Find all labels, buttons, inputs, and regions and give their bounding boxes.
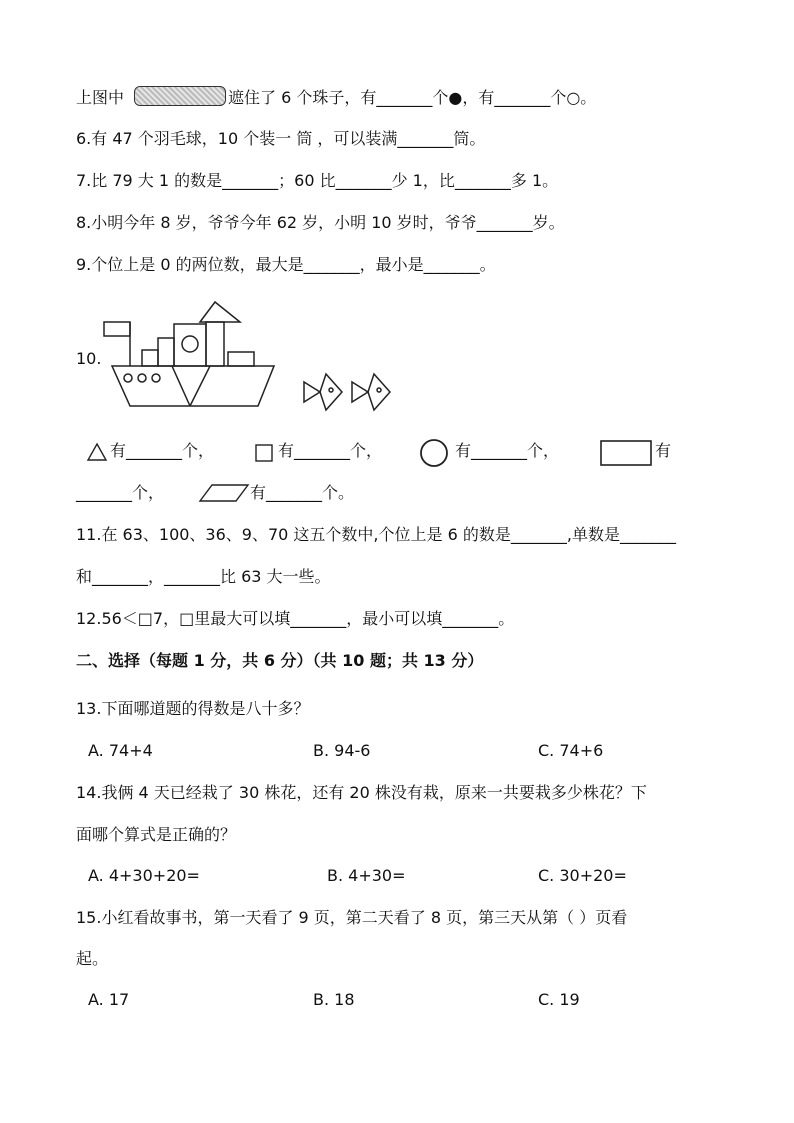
q10-circle-text: 有_______个， bbox=[455, 441, 560, 460]
q13-option-c: C. 74+6 bbox=[538, 741, 604, 760]
q13-stem: 13.下面哪道题的得数是八十多？ bbox=[76, 699, 310, 718]
q9-line: 9.个位上是 0 的两位数，最大是_______，最小是_______。 bbox=[76, 255, 496, 274]
rectangle-icon bbox=[599, 439, 653, 467]
q15-option-c: C. 19 bbox=[538, 990, 580, 1009]
fish-figure-1 bbox=[300, 372, 346, 414]
q15-stem-2: 起。 bbox=[76, 949, 109, 968]
parallelogram-icon bbox=[198, 482, 250, 504]
q8-line: 8.小明今年 8 岁，爷爷今年 62 岁，小明 10 岁时，爷爷_______岁。 bbox=[76, 213, 565, 232]
circle-icon bbox=[418, 437, 450, 469]
q14-option-b: B. 4+30= bbox=[327, 866, 406, 885]
q14-option-a: A. 4+30+20= bbox=[88, 866, 200, 885]
q11-line2: 和_______，_______比 63 大一些。 bbox=[76, 567, 331, 586]
q12-line: 12.56＜□7，□里最大可以填_______，最小可以填_______。 bbox=[76, 609, 515, 628]
q11-line1: 11.在 63、100、36、9、70 这五个数中,个位上是 6 的数是_______,单数是_______ bbox=[76, 525, 676, 544]
q10-parallelogram-text: 有_______个。 bbox=[250, 483, 355, 502]
square-icon bbox=[254, 443, 274, 463]
q7-line: 7.比 79 大 1 的数是_______；60 比_______少 1，比_______多 1。 bbox=[76, 171, 559, 190]
bead-cover-image bbox=[134, 86, 226, 106]
q10-rectangle-text: 有 bbox=[655, 441, 672, 460]
q5-prefix: 上图中 bbox=[76, 88, 125, 107]
section-2-header: 二、选择（每题 1 分，共 6 分）（共 10 题；共 13 分） bbox=[76, 651, 484, 670]
q14-option-c: C. 30+20= bbox=[538, 866, 627, 885]
triangle-icon bbox=[86, 442, 108, 462]
q10-triangle-text: 有_______个， bbox=[110, 441, 215, 460]
q15-stem-1: 15.小红看故事书，第一天看了 9 页，第二天看了 8 页，第三天从第（ ）页看 bbox=[76, 908, 628, 927]
q14-stem-1: 14.我俩 4 天已经栽了 30 株花，还有 20 株没有栽，原来一共要栽多少株花？下 bbox=[76, 783, 647, 802]
q10-line2: _______个， bbox=[76, 483, 165, 502]
q5-line bbox=[76, 86, 596, 109]
fish-figure-2 bbox=[348, 372, 394, 414]
q15-option-a: A. 17 bbox=[88, 990, 130, 1009]
q10-square-text: 有_______个， bbox=[278, 441, 383, 460]
q6-line: 6.有 47 个羽毛球，10 个装一 筒 ，可以装满_______筒。 bbox=[76, 129, 486, 148]
ship-figure bbox=[100, 298, 280, 410]
q10-number: 10. bbox=[76, 349, 102, 368]
q15-option-b: B. 18 bbox=[313, 990, 355, 1009]
q14-stem-2: 面哪个算式是正确的？ bbox=[76, 825, 237, 844]
q13-option-a: A. 74+4 bbox=[88, 741, 153, 760]
q5-text: 遮住了 6 个珠子，有_______个●，有_______个○。 bbox=[228, 88, 597, 107]
q13-option-b: B. 94-6 bbox=[313, 741, 371, 760]
